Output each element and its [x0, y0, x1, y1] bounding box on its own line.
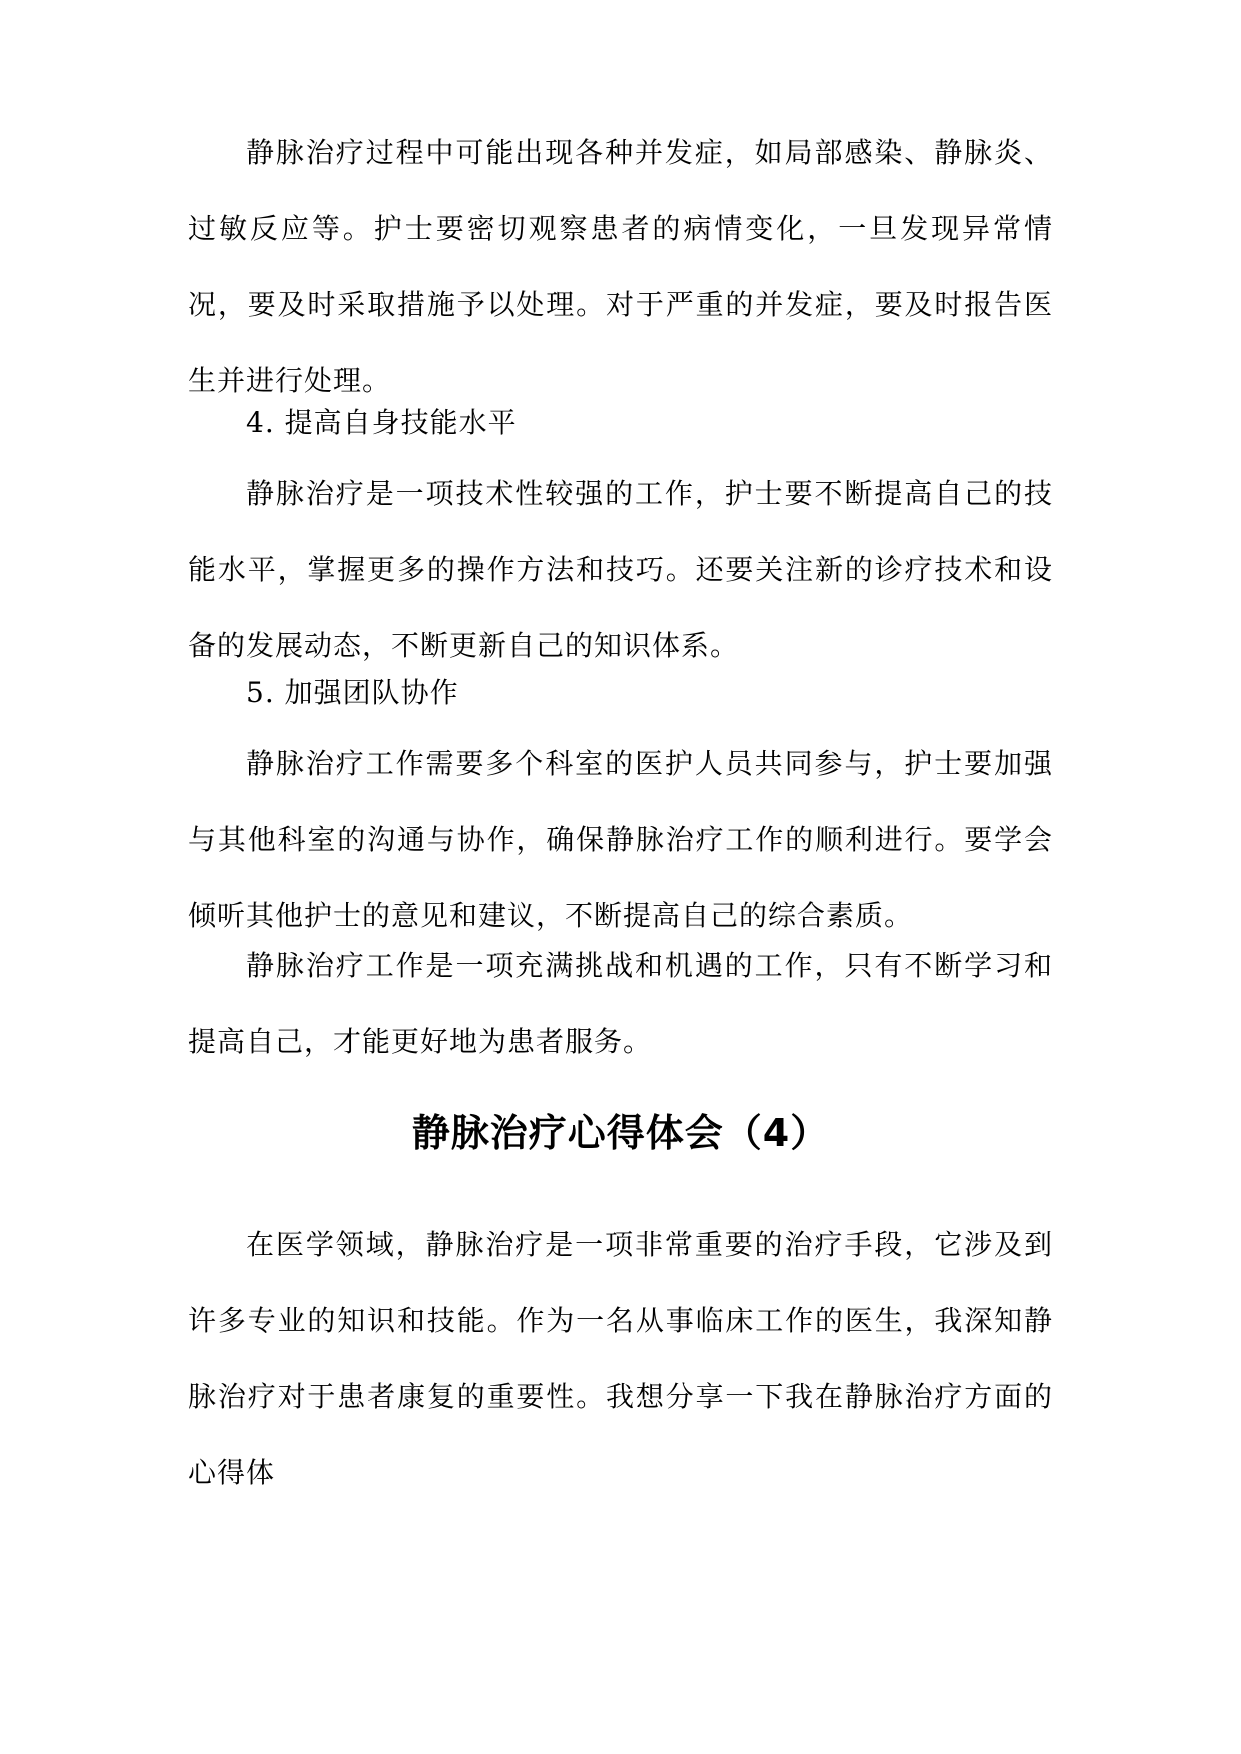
paragraph-teamwork: 静脉治疗工作需要多个科室的医护人员共同参与，护士要加强与其他科室的沟通与协作，确保静脉治疗工作的顺利进行。要学会倾听其他护士的意见和建议，不断提高自己的综合素质。: [188, 747, 1053, 932]
paragraph-complications: 静脉治疗过程中可能出现各种并发症，如局部感染、静脉炎、过敏反应等。护士要密切观察患者的病情变化，一旦发现异常情况，要及时采取措施予以处理。对于严重的并发症，要及时报告医生并进行处理。: [188, 136, 1053, 397]
section-title: 静脉治疗心得体会（4）: [411, 1111, 830, 1155]
paragraph-conclusion: 静脉治疗工作是一项充满挑战和机遇的工作，只有不断学习和提高自己，才能更好地为患者服务。: [188, 949, 1053, 1058]
paragraph-skills: 静脉治疗是一项技术性较强的工作，护士要不断提高自己的技能水平，掌握更多的操作方法和技巧。还要关注新的诊疗技术和设备的发展动态，不断更新自己的知识体系。: [188, 477, 1053, 662]
paragraph-intro: 在医学领域，静脉治疗是一项非常重要的治疗手段，它涉及到许多专业的知识和技能。作为一名从事临床工作的医生，我深知静脉治疗对于患者康复的重要性。我想分享一下我在静脉治疗方面的心得体: [188, 1228, 1053, 1489]
list-heading-skills: 4. 提高自身技能水平: [246, 406, 517, 439]
list-heading-teamwork: 5. 加强团队协作: [246, 676, 459, 709]
